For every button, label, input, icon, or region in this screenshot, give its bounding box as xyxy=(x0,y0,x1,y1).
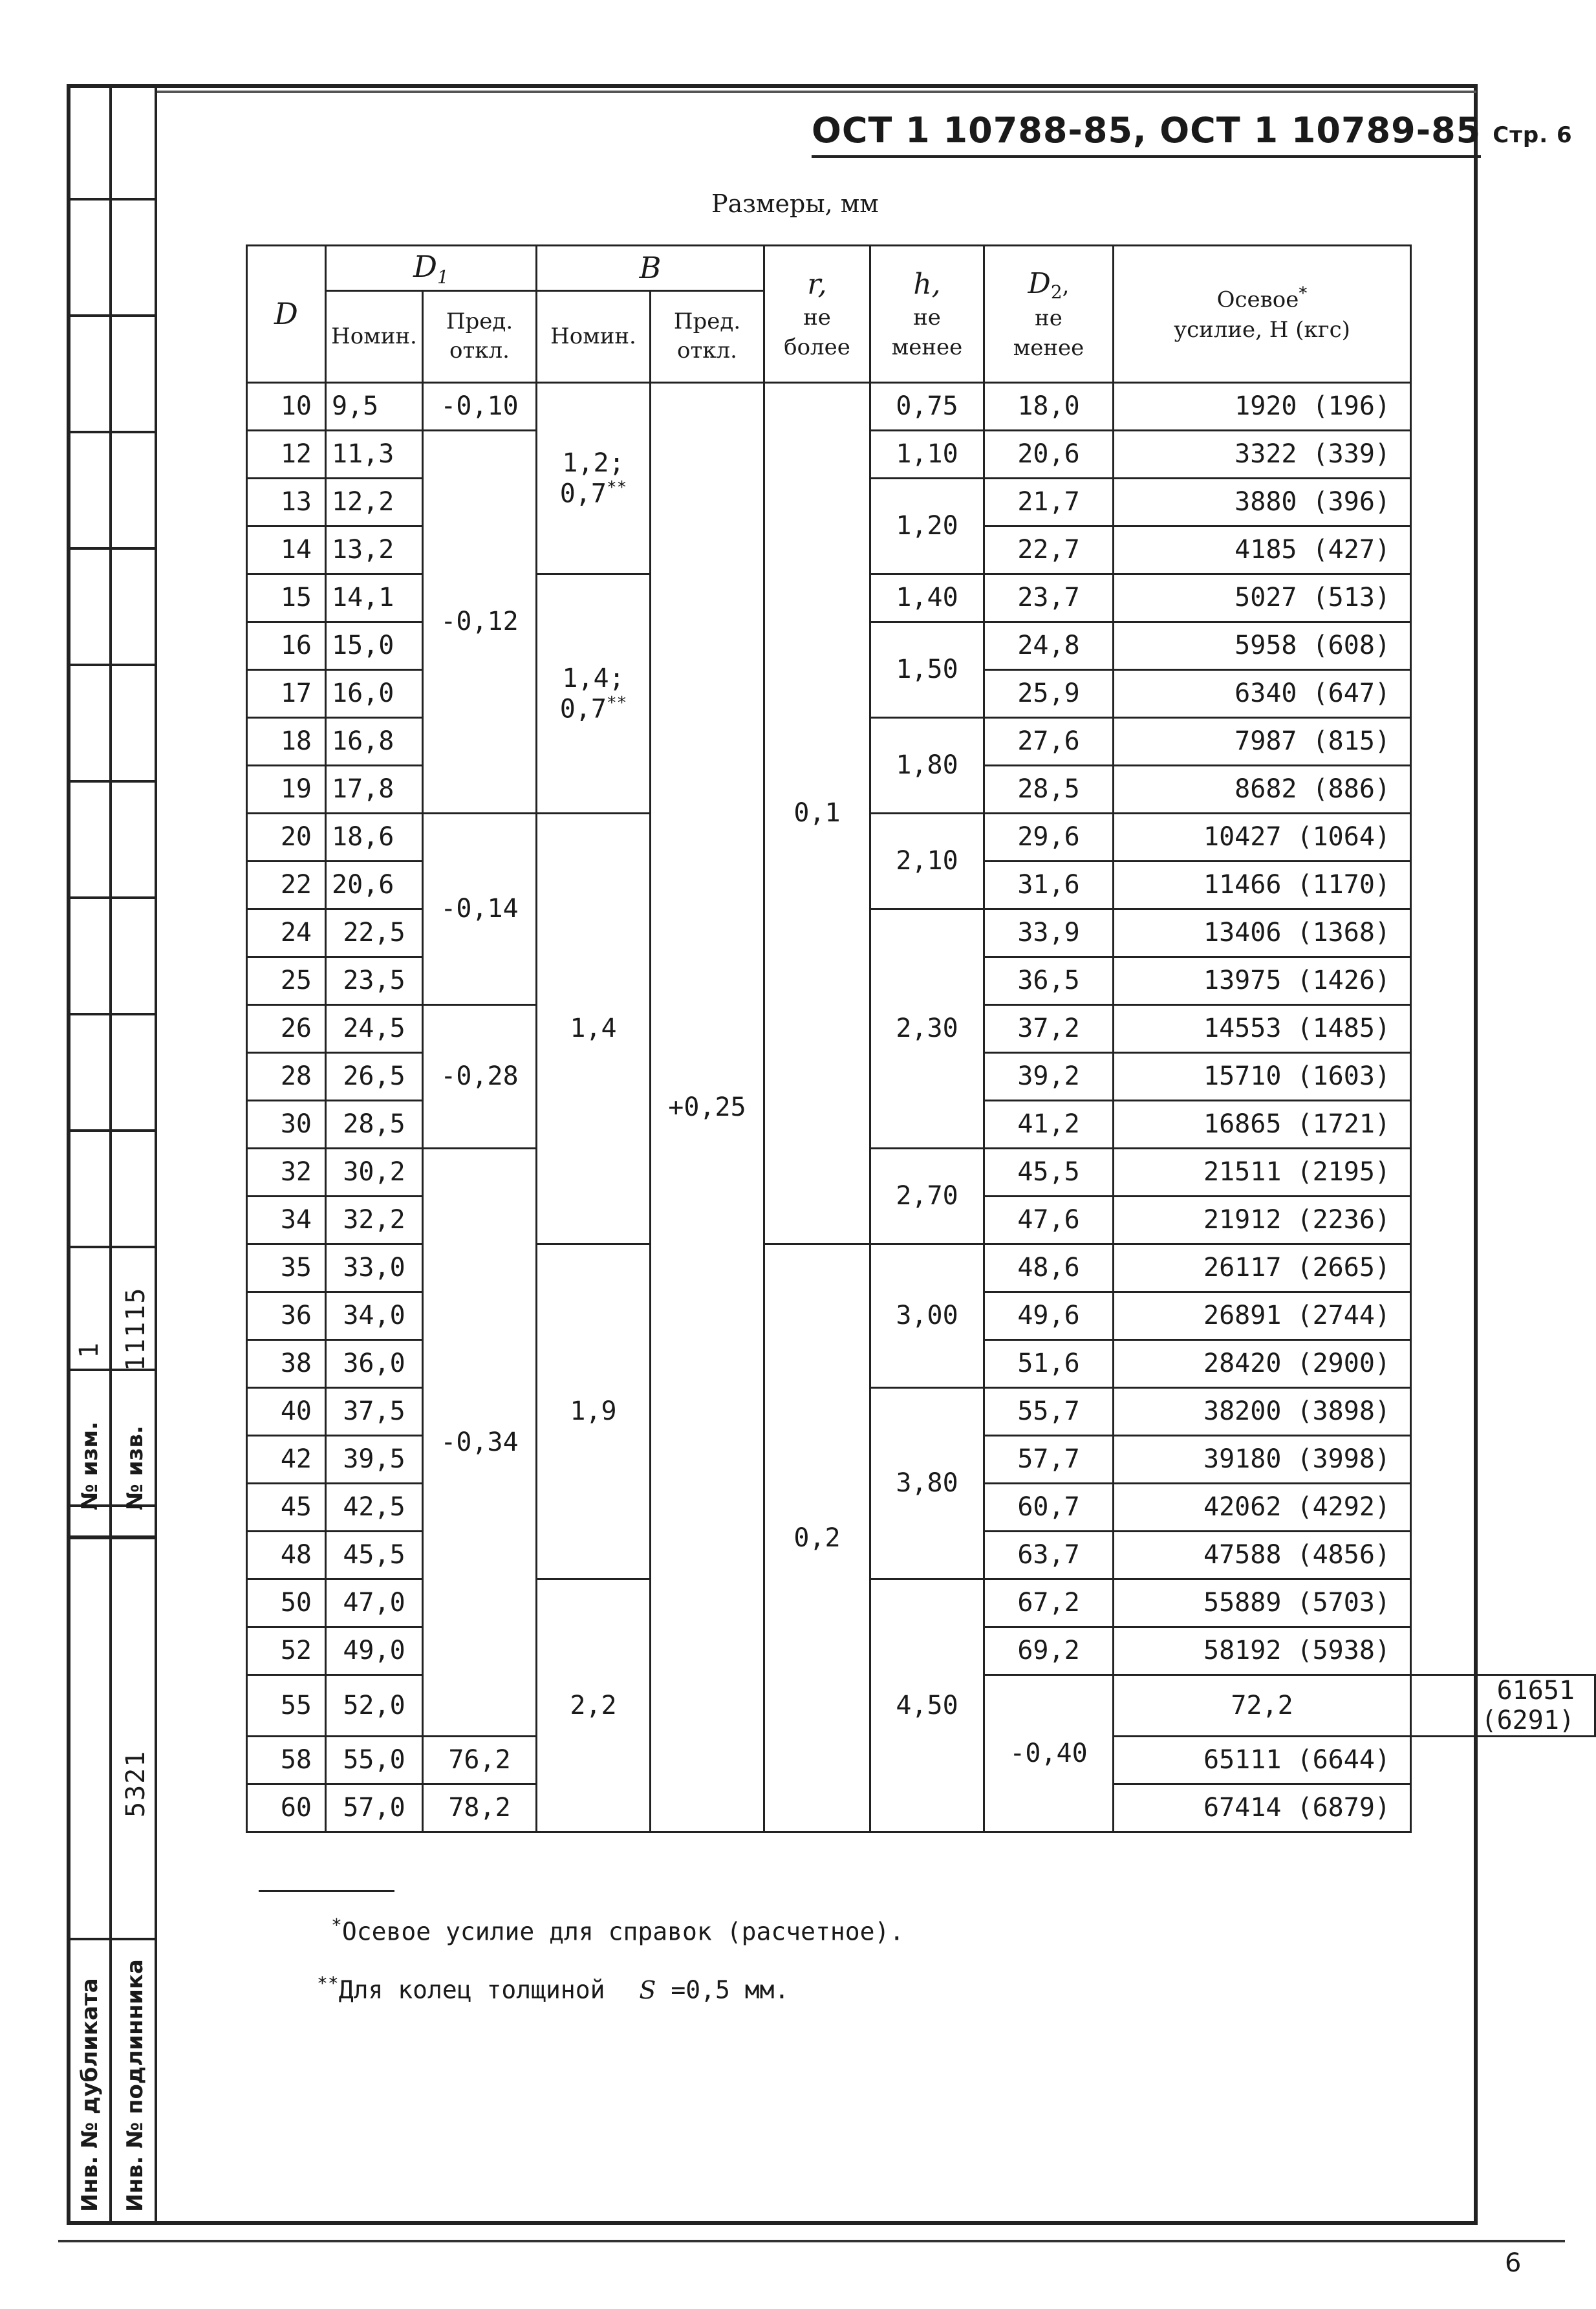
footnote-1-mark: * xyxy=(331,1914,342,1936)
footnote-1-text: Осевое усилие для справок (расчетное). xyxy=(341,1917,905,1946)
cell-d: 18 xyxy=(247,717,326,765)
cell-force: 26117 (2665) xyxy=(1114,1244,1411,1292)
cell-d2: 28,5 xyxy=(984,765,1114,813)
cell-d2: 21,7 xyxy=(984,478,1114,526)
cell-d: 14 xyxy=(247,526,326,574)
header-d xyxy=(247,246,326,383)
cell-d1: 28,5 xyxy=(326,1100,423,1148)
cell-d: 17 xyxy=(247,669,326,717)
cell-d2: 72,2 xyxy=(1114,1675,1411,1736)
ring-dimensions-table xyxy=(246,244,1596,1833)
stamp-izm-label: № изм. xyxy=(77,1421,103,1510)
header-r-a: не xyxy=(803,305,831,331)
b-nom-text: 1,2; xyxy=(562,448,625,478)
header-d2-a: не xyxy=(1035,305,1062,332)
cell-d1: 34,0 xyxy=(326,1292,423,1339)
stamp-cell xyxy=(67,84,157,201)
cell-d: 42 xyxy=(247,1435,326,1483)
cell-h: 3,80 xyxy=(870,1387,984,1579)
cell-d2: 57,7 xyxy=(984,1435,1114,1483)
cell-d1: 42,5 xyxy=(326,1483,423,1531)
stamp-cell xyxy=(67,433,157,550)
dimensions-caption: Размеры, мм xyxy=(711,190,879,218)
cell-d: 36 xyxy=(247,1292,326,1339)
b-nom-text: 0,7 xyxy=(559,694,607,724)
header-d2-suffix: , xyxy=(1062,272,1070,299)
cell-r: 0,1 xyxy=(764,382,870,1244)
cell-force: 13406 (1368) xyxy=(1114,909,1411,957)
header-d-text: D xyxy=(274,296,298,332)
stamp-cell xyxy=(67,666,157,783)
stamp-dubl-label: Инв. № дубликата xyxy=(77,1978,103,2212)
cell-force: 58192 (5938) xyxy=(1114,1627,1411,1675)
cell-force: 14553 (1485) xyxy=(1114,1004,1411,1052)
cell-force: 8682 (886) xyxy=(1114,765,1411,813)
cell-d: 26 xyxy=(247,1004,326,1052)
cell-b-dev: +0,25 xyxy=(651,382,764,1832)
page-number: 6 xyxy=(1505,2248,1522,2278)
stamp-izm-value: 1 xyxy=(74,1341,104,1358)
cell-d1: 23,5 xyxy=(326,957,423,1004)
cell-h: 1,50 xyxy=(870,622,984,717)
header-b-dev-a: Пред. xyxy=(673,308,741,334)
frame-top-rule xyxy=(157,91,1476,93)
stamp-cell xyxy=(67,1132,157,1248)
cell-d1: 13,2 xyxy=(326,526,423,574)
cell-d2: 31,6 xyxy=(984,861,1114,909)
cell-d2: 47,6 xyxy=(984,1196,1114,1244)
header-b-nom-text: Номин. xyxy=(550,323,636,349)
cell-d: 60 xyxy=(247,1784,326,1832)
header-d2-sub: 2 xyxy=(1050,281,1062,303)
header-b-text: B xyxy=(639,250,662,286)
cell-force: 13975 (1426) xyxy=(1114,957,1411,1004)
document-header xyxy=(812,110,1573,151)
cell-d1: 20,6 xyxy=(326,861,423,909)
cell-d1: 18,6 xyxy=(326,813,423,861)
cell-force: 21511 (2195) xyxy=(1114,1148,1411,1196)
cell-force: 38200 (3898) xyxy=(1114,1387,1411,1435)
cell-h: 3,00 xyxy=(870,1244,984,1387)
stamp-podl-label: Инв. № подлинника xyxy=(122,1959,148,2212)
cell-d1: 37,5 xyxy=(326,1387,423,1435)
header-force-line1: Осевое xyxy=(1216,287,1299,313)
cell-d2: 27,6 xyxy=(984,717,1114,765)
header-h-b: менее xyxy=(891,334,963,361)
header-d2 xyxy=(984,246,1114,383)
cell-d1: 16,0 xyxy=(326,669,423,717)
cell-d: 19 xyxy=(247,765,326,813)
cell-d1: 55,0 xyxy=(326,1736,423,1784)
cell-d: 35 xyxy=(247,1244,326,1292)
header-force-line2: усилие, Н (кгс) xyxy=(1174,316,1350,343)
stamp-podl-value: 5321 xyxy=(121,1750,151,1817)
b-nom-text: 0,7 xyxy=(559,479,607,509)
stamp-izv-label: № изв. xyxy=(122,1426,148,1510)
cell-force: 10427 (1064) xyxy=(1114,813,1411,861)
header-h xyxy=(870,246,984,383)
cell-d: 52 xyxy=(247,1627,326,1675)
cell-d1: 26,5 xyxy=(326,1052,423,1100)
cell-force: 5958 (608) xyxy=(1114,622,1411,669)
stamp-cell xyxy=(67,1507,157,1539)
cell-d2: 23,7 xyxy=(984,574,1114,622)
stamp-cell xyxy=(67,783,157,899)
header-d2-b: менее xyxy=(1013,335,1084,362)
standard-title: ОСТ 1 10788-85, ОСТ 1 10789-85 xyxy=(812,110,1482,151)
bottom-rule xyxy=(58,2240,1565,2242)
cell-d2: 45,5 xyxy=(984,1148,1114,1196)
cell-d1-dev: -0,28 xyxy=(423,1004,537,1148)
cell-d: 30 xyxy=(247,1100,326,1148)
cell-b-nom: 2,2 xyxy=(537,1579,651,1832)
cell-d1: 30,2 xyxy=(326,1148,423,1196)
cell-d1-dev: -0,40 xyxy=(984,1675,1114,1832)
cell-d: 38 xyxy=(247,1339,326,1387)
cell-d1: 39,5 xyxy=(326,1435,423,1483)
cell-d2: 33,9 xyxy=(984,909,1114,957)
header-r xyxy=(764,246,870,383)
cell-d1-dev: -0,12 xyxy=(423,430,537,813)
cell-d1: 14,1 xyxy=(326,574,423,622)
cell-force: 16865 (1721) xyxy=(1114,1100,1411,1148)
cell-d: 12 xyxy=(247,430,326,478)
footnote-2-var: S xyxy=(639,1975,656,2004)
header-h-text: h, xyxy=(913,267,941,301)
cell-force: 67414 (6879) xyxy=(1114,1784,1411,1832)
b-nom-mark: ** xyxy=(606,477,627,497)
cell-d2: 37,2 xyxy=(984,1004,1114,1052)
cell-force: 4185 (427) xyxy=(1114,526,1411,574)
footnote-2-text: Для колец толщиной xyxy=(338,1975,605,2004)
cell-h: 2,10 xyxy=(870,813,984,909)
stamp-cell xyxy=(67,201,157,317)
cell-d2: 20,6 xyxy=(984,430,1114,478)
stamp-cell xyxy=(67,899,157,1015)
header-underline xyxy=(812,155,1481,158)
cell-d: 55 xyxy=(247,1675,326,1736)
header-d1-dev-b: откл. xyxy=(449,338,510,364)
header-force-mark: * xyxy=(1299,284,1308,304)
cell-d2: 69,2 xyxy=(984,1627,1114,1675)
header-d1-dev xyxy=(423,290,537,382)
header-b xyxy=(537,246,764,291)
header-d1-sub: 1 xyxy=(437,266,449,288)
cell-d1: 11,3 xyxy=(326,430,423,478)
cell-force: 55889 (5703) xyxy=(1114,1579,1411,1627)
stamp-izv-value: 11115 xyxy=(121,1286,151,1371)
cell-d2: 78,2 xyxy=(423,1784,537,1832)
cell-d2: 22,7 xyxy=(984,526,1114,574)
header-d1-nom-text: Номин. xyxy=(331,323,417,349)
cell-d1: 33,0 xyxy=(326,1244,423,1292)
cell-d1: 17,8 xyxy=(326,765,423,813)
cell-force: 65111 (6644) xyxy=(1114,1736,1411,1784)
footnote-2-value: =0,5 мм. xyxy=(671,1975,790,2004)
cell-d1: 47,0 xyxy=(326,1579,423,1627)
cell-force: 7987 (815) xyxy=(1114,717,1411,765)
cell-b-nom: 1,4 xyxy=(537,813,651,1244)
cell-d: 16 xyxy=(247,622,326,669)
cell-h: 2,30 xyxy=(870,909,984,1148)
cell-d: 20 xyxy=(247,813,326,861)
cell-force: 39180 (3998) xyxy=(1114,1435,1411,1483)
cell-d2: 76,2 xyxy=(423,1736,537,1784)
cell-force: 11466 (1170) xyxy=(1114,861,1411,909)
header-d1 xyxy=(326,246,537,291)
cell-d2: 24,8 xyxy=(984,622,1114,669)
cell-force: 21912 (2236) xyxy=(1114,1196,1411,1244)
cell-force: 47588 (4856) xyxy=(1114,1531,1411,1579)
cell-d2: 39,2 xyxy=(984,1052,1114,1100)
footnote-rule xyxy=(259,1890,394,1892)
cell-force: 3322 (339) xyxy=(1114,430,1411,478)
cell-b-nom: 1,9 xyxy=(537,1244,651,1579)
cell-d1: 16,8 xyxy=(326,717,423,765)
cell-d1: 24,5 xyxy=(326,1004,423,1052)
cell-h: 1,80 xyxy=(870,717,984,813)
cell-h: 4,50 xyxy=(870,1579,984,1832)
cell-d1: 52,0 xyxy=(326,1675,423,1736)
cell-b-nom xyxy=(537,382,651,574)
cell-d2: 36,5 xyxy=(984,957,1114,1004)
stamp-cell xyxy=(67,550,157,666)
cell-d: 10 xyxy=(247,382,326,430)
cell-d: 32 xyxy=(247,1148,326,1196)
cell-d1-dev: -0,14 xyxy=(423,813,537,1004)
cell-force: 26891 (2744) xyxy=(1114,1292,1411,1339)
cell-r: 0,2 xyxy=(764,1244,870,1832)
stamp-cell xyxy=(67,1015,157,1132)
cell-d: 15 xyxy=(247,574,326,622)
cell-d: 50 xyxy=(247,1579,326,1627)
cell-d: 25 xyxy=(247,957,326,1004)
cell-force: 61651 (6291) xyxy=(1411,1675,1595,1736)
b-nom-text: 1,4; xyxy=(562,663,625,693)
b-nom-mark: ** xyxy=(606,693,627,713)
cell-d: 40 xyxy=(247,1387,326,1435)
cell-d1: 49,0 xyxy=(326,1627,423,1675)
cell-d1: 32,2 xyxy=(326,1196,423,1244)
cell-d1: 36,0 xyxy=(326,1339,423,1387)
cell-d: 48 xyxy=(247,1531,326,1579)
cell-d2: 55,7 xyxy=(984,1387,1114,1435)
cell-d1: 57,0 xyxy=(326,1784,423,1832)
stamp-cell xyxy=(67,1539,157,1940)
cell-d1: 9,5 xyxy=(326,382,423,430)
header-d1-nom xyxy=(326,290,423,382)
header-b-dev-b: откл. xyxy=(677,338,737,364)
cell-b-nom xyxy=(537,574,651,813)
cell-d: 13 xyxy=(247,478,326,526)
footnote-2-mark: ** xyxy=(317,1973,339,1994)
cell-d: 28 xyxy=(247,1052,326,1100)
header-force xyxy=(1114,246,1411,383)
header-b-nom xyxy=(537,290,651,382)
cell-d2: 63,7 xyxy=(984,1531,1114,1579)
cell-d: 34 xyxy=(247,1196,326,1244)
page-label: Стр. 6 xyxy=(1493,122,1573,148)
cell-d: 22 xyxy=(247,861,326,909)
cell-d1: 45,5 xyxy=(326,1531,423,1579)
cell-d2: 60,7 xyxy=(984,1483,1114,1531)
cell-h: 2,70 xyxy=(870,1148,984,1244)
cell-d2: 48,6 xyxy=(984,1244,1114,1292)
cell-d: 45 xyxy=(247,1483,326,1531)
header-r-text: r, xyxy=(807,267,827,301)
header-r-b: более xyxy=(784,334,850,361)
cell-d2: 67,2 xyxy=(984,1579,1114,1627)
header-d1-dev-a: Пред. xyxy=(446,308,513,334)
stamp-cell xyxy=(67,317,157,433)
cell-d2: 25,9 xyxy=(984,669,1114,717)
cell-d2: 18,0 xyxy=(984,382,1114,430)
cell-d: 58 xyxy=(247,1736,326,1784)
footnote-2 xyxy=(317,1973,789,2004)
cell-h: 1,40 xyxy=(870,574,984,622)
cell-d1: 15,0 xyxy=(326,622,423,669)
cell-h: 1,10 xyxy=(870,430,984,478)
header-h-a: не xyxy=(913,305,941,331)
cell-d: 24 xyxy=(247,909,326,957)
cell-force: 15710 (1603) xyxy=(1114,1052,1411,1100)
footnote-1 xyxy=(331,1914,904,1946)
cell-d1-dev: -0,34 xyxy=(423,1148,537,1736)
cell-d1: 12,2 xyxy=(326,478,423,526)
cell-d1: 22,5 xyxy=(326,909,423,957)
cell-force: 42062 (4292) xyxy=(1114,1483,1411,1531)
cell-force: 6340 (647) xyxy=(1114,669,1411,717)
cell-force: 28420 (2900) xyxy=(1114,1339,1411,1387)
cell-h: 1,20 xyxy=(870,478,984,574)
header-d2-text: D xyxy=(1028,266,1051,300)
cell-d2: 41,2 xyxy=(984,1100,1114,1148)
cell-force: 1920 (196) xyxy=(1114,382,1411,430)
cell-h: 0,75 xyxy=(870,382,984,430)
cell-d2: 29,6 xyxy=(984,813,1114,861)
cell-d2: 51,6 xyxy=(984,1339,1114,1387)
cell-d2: 49,6 xyxy=(984,1292,1114,1339)
cell-d1-dev: -0,10 xyxy=(423,382,537,430)
cell-force: 5027 (513) xyxy=(1114,574,1411,622)
stamp-column xyxy=(67,84,157,2225)
header-b-dev xyxy=(651,290,764,382)
header-d1-text: D xyxy=(413,249,438,284)
cell-force: 3880 (396) xyxy=(1114,478,1411,526)
